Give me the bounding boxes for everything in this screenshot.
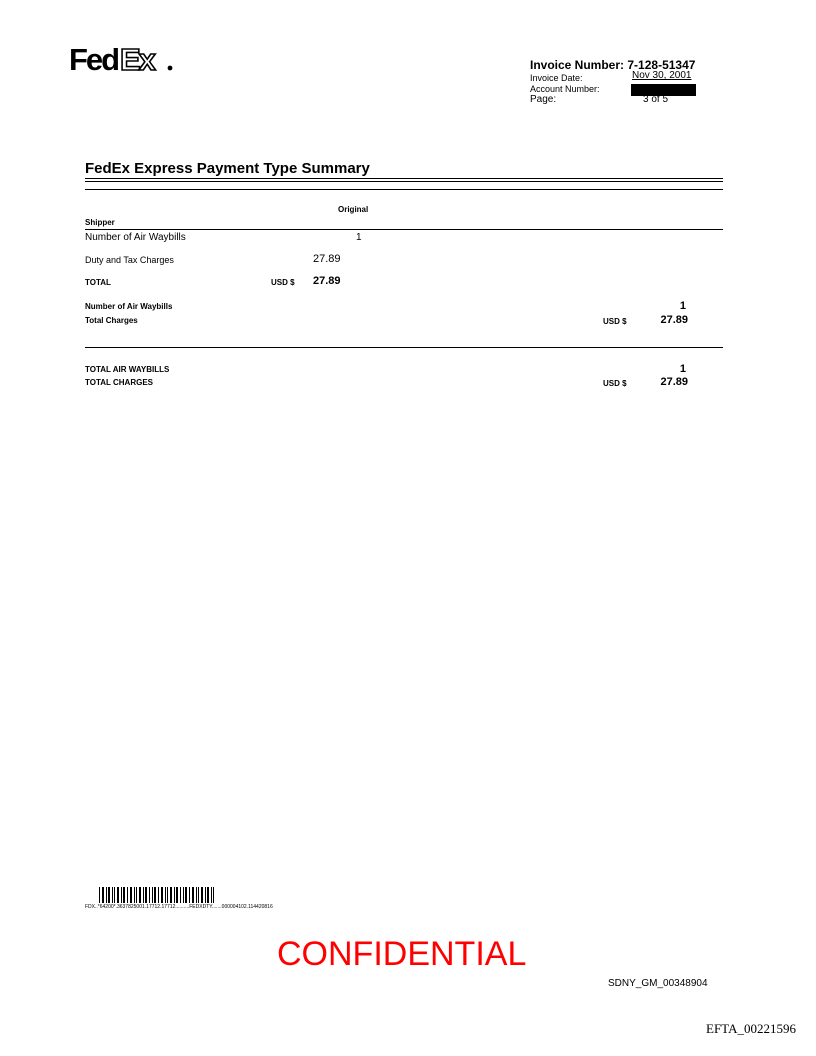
title-divider (85, 178, 723, 182)
subtotal-waybills-value: 1 (679, 300, 686, 312)
column-header-original: Original (338, 205, 369, 214)
subtotal-charges-value: 27.89 (660, 314, 688, 326)
total-value: 27.89 (313, 275, 341, 287)
invoice-number-value: 7-128-51347 (627, 58, 696, 72)
page-label: Page: (530, 94, 557, 105)
bates-number: SDNY_GM_00348904 (608, 978, 708, 989)
svg-text:Fed: Fed (69, 42, 119, 76)
row-value-duty-tax: 27.89 (313, 253, 341, 265)
invoice-date-label: Invoice Date: (530, 73, 583, 83)
total-currency: USD $ (271, 278, 295, 287)
subtotal-currency: USD $ (603, 317, 627, 326)
confidential-stamp: CONFIDENTIAL (277, 935, 527, 973)
grand-waybills-label: TOTAL AIR WAYBILLS (85, 365, 170, 374)
grand-currency: USD $ (603, 379, 627, 388)
row-label-air-waybills: Number of Air Waybills (85, 232, 186, 243)
fedex-logo (69, 42, 174, 76)
total-label: TOTAL (85, 278, 111, 287)
title-divider-lower (85, 189, 723, 190)
section-divider (85, 229, 723, 230)
subtotal-waybills-label: Number of Air Waybills (85, 302, 173, 311)
grand-charges-value: 27.89 (660, 376, 688, 388)
barcode-text: FDX..*64200*.3637825001.17712.17712..........FEDXDTY.......000004102.114420816 (85, 904, 273, 910)
grand-waybills-value: 1 (679, 363, 686, 375)
row-label-duty-tax: Duty and Tax Charges (85, 255, 174, 265)
summary-title: FedEx Express Payment Type Summary (85, 160, 370, 177)
grand-total-divider (85, 347, 723, 348)
svg-text:Ex: Ex (120, 42, 154, 76)
page-value: 3 of 5 (643, 94, 669, 105)
invoice-date-value: Nov 30, 2001 (632, 70, 692, 81)
section-label-shipper: Shipper (85, 218, 115, 227)
subtotal-charges-label: Total Charges (85, 316, 138, 325)
grand-charges-label: TOTAL CHARGES (85, 378, 154, 387)
row-value-air-waybills: 1 (356, 232, 362, 243)
account-number-label: Account Number: (530, 84, 600, 94)
barcode (99, 887, 214, 903)
efta-number: EFTA_00221596 (706, 1021, 796, 1036)
invoice-number-label: Invoice Number: (530, 58, 625, 72)
